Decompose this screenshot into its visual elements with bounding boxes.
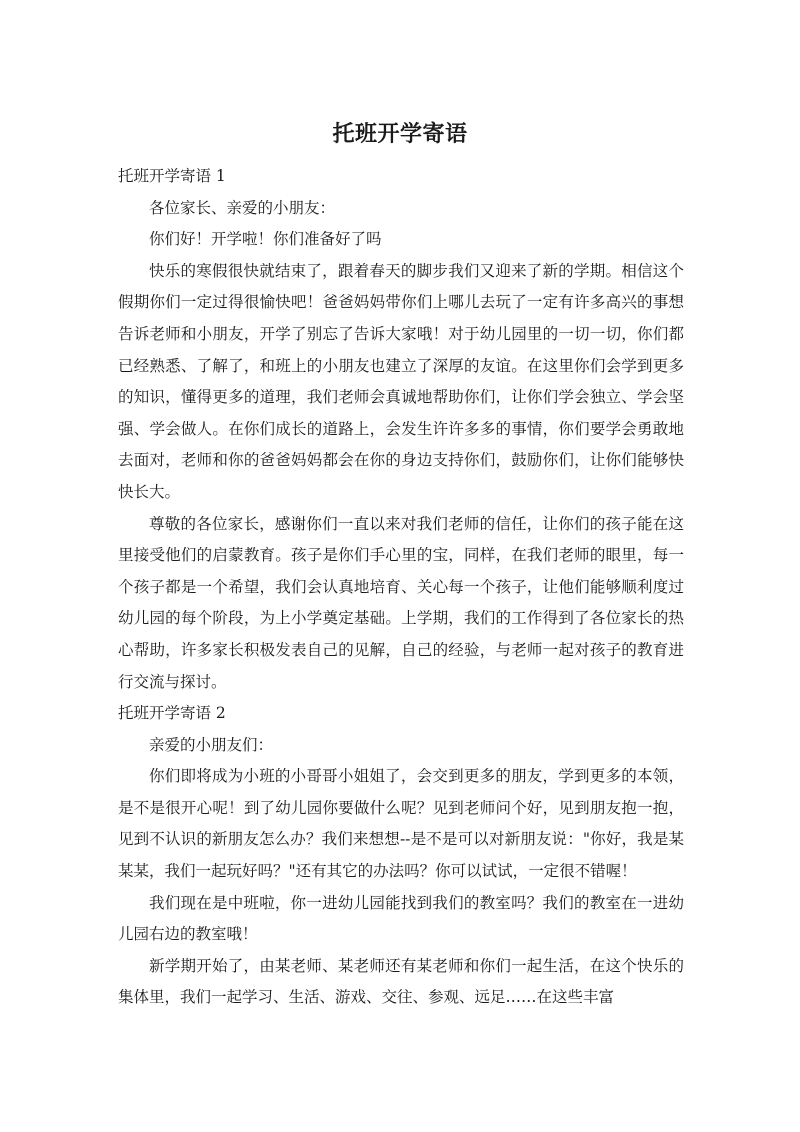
body-paragraph: 你们即将成为小班的小哥哥小姐姐了，会交到更多的朋友，学到更多的本领，是不是很开心呢！到了幼儿园你要做什么呢？见到老师问个好，见到朋友抱一抱，见到不认识的新朋友怎么办？我们来想想--是不是可以对新朋友说："你好，我是某某某，我们一起玩好吗？"还有其它的办法吗？你可以试试，一定很不错喔！ — [118, 767, 684, 881]
body-paragraph: 尊敬的各位家长，感谢你们一直以来对我们老师的信任，让你们的孩子能在这里接受他们的启蒙教育。孩子是你们手心里的宝，同样，在我们老师的眼里，每一个孩子都是一个希望，我们会认真地培育、关心每一个孩子，让他们能够顺利度过幼儿园的每个阶段，为上小学奠定基础。上学期，我们的工作得到了各位家长的热心帮助，许多家长积极发表自己的见解，自己的经验，与老师一起对孩子的教育进行交流与探讨。 — [118, 514, 684, 691]
salutation-paragraph: 亲爱的小朋友们： — [149, 735, 274, 754]
section-heading-2: 托班开学寄语 2 — [118, 704, 226, 723]
body-paragraph: 快乐的寒假很快就结束了，跟着春天的脚步我们又迎来了新的学期。相信这个假期你们一定过得很愉快吧！爸爸妈妈带你们上哪儿去玩了一定有许多高兴的事想告诉老师和小朋友，开学了别忘了告诉大家哦！对于幼儿园里的一切一切，你们都已经熟悉、了解了，和班上的小朋友也建立了深厚的友谊。在这里你们会学到更多的知识，懂得更多的道理，我们老师会真诚地帮助你们，让你们学会独立、学会坚强、学会做人。在你们成长的道路上，会发生许许多多的事情，你们要学会勇敢地去面对，老师和你的爸爸妈妈都会在你的身边支持你们，鼓励你们，让你们能够快快长大。 — [118, 261, 684, 501]
body-paragraph: 新学期开始了，由某老师、某老师还有某老师和你们一起生活，在这个快乐的集体里，我们一起学习、生活、游戏、交往、参观、远足……在这些丰富 — [118, 956, 684, 1007]
body-paragraph: 我们现在是中班啦，你一进幼儿园能找到我们的教室吗？我们的教室在一进幼儿园右边的教室哦！ — [118, 893, 684, 944]
greeting-paragraph: 你们好！开学啦！你们准备好了吗 — [149, 230, 382, 249]
document-title: 托班开学寄语 — [332, 122, 468, 147]
salutation-paragraph: 各位家长、亲爱的小朋友： — [149, 198, 336, 217]
section-heading-1: 托班开学寄语 1 — [118, 167, 226, 185]
document-body — [118, 161, 684, 1014]
